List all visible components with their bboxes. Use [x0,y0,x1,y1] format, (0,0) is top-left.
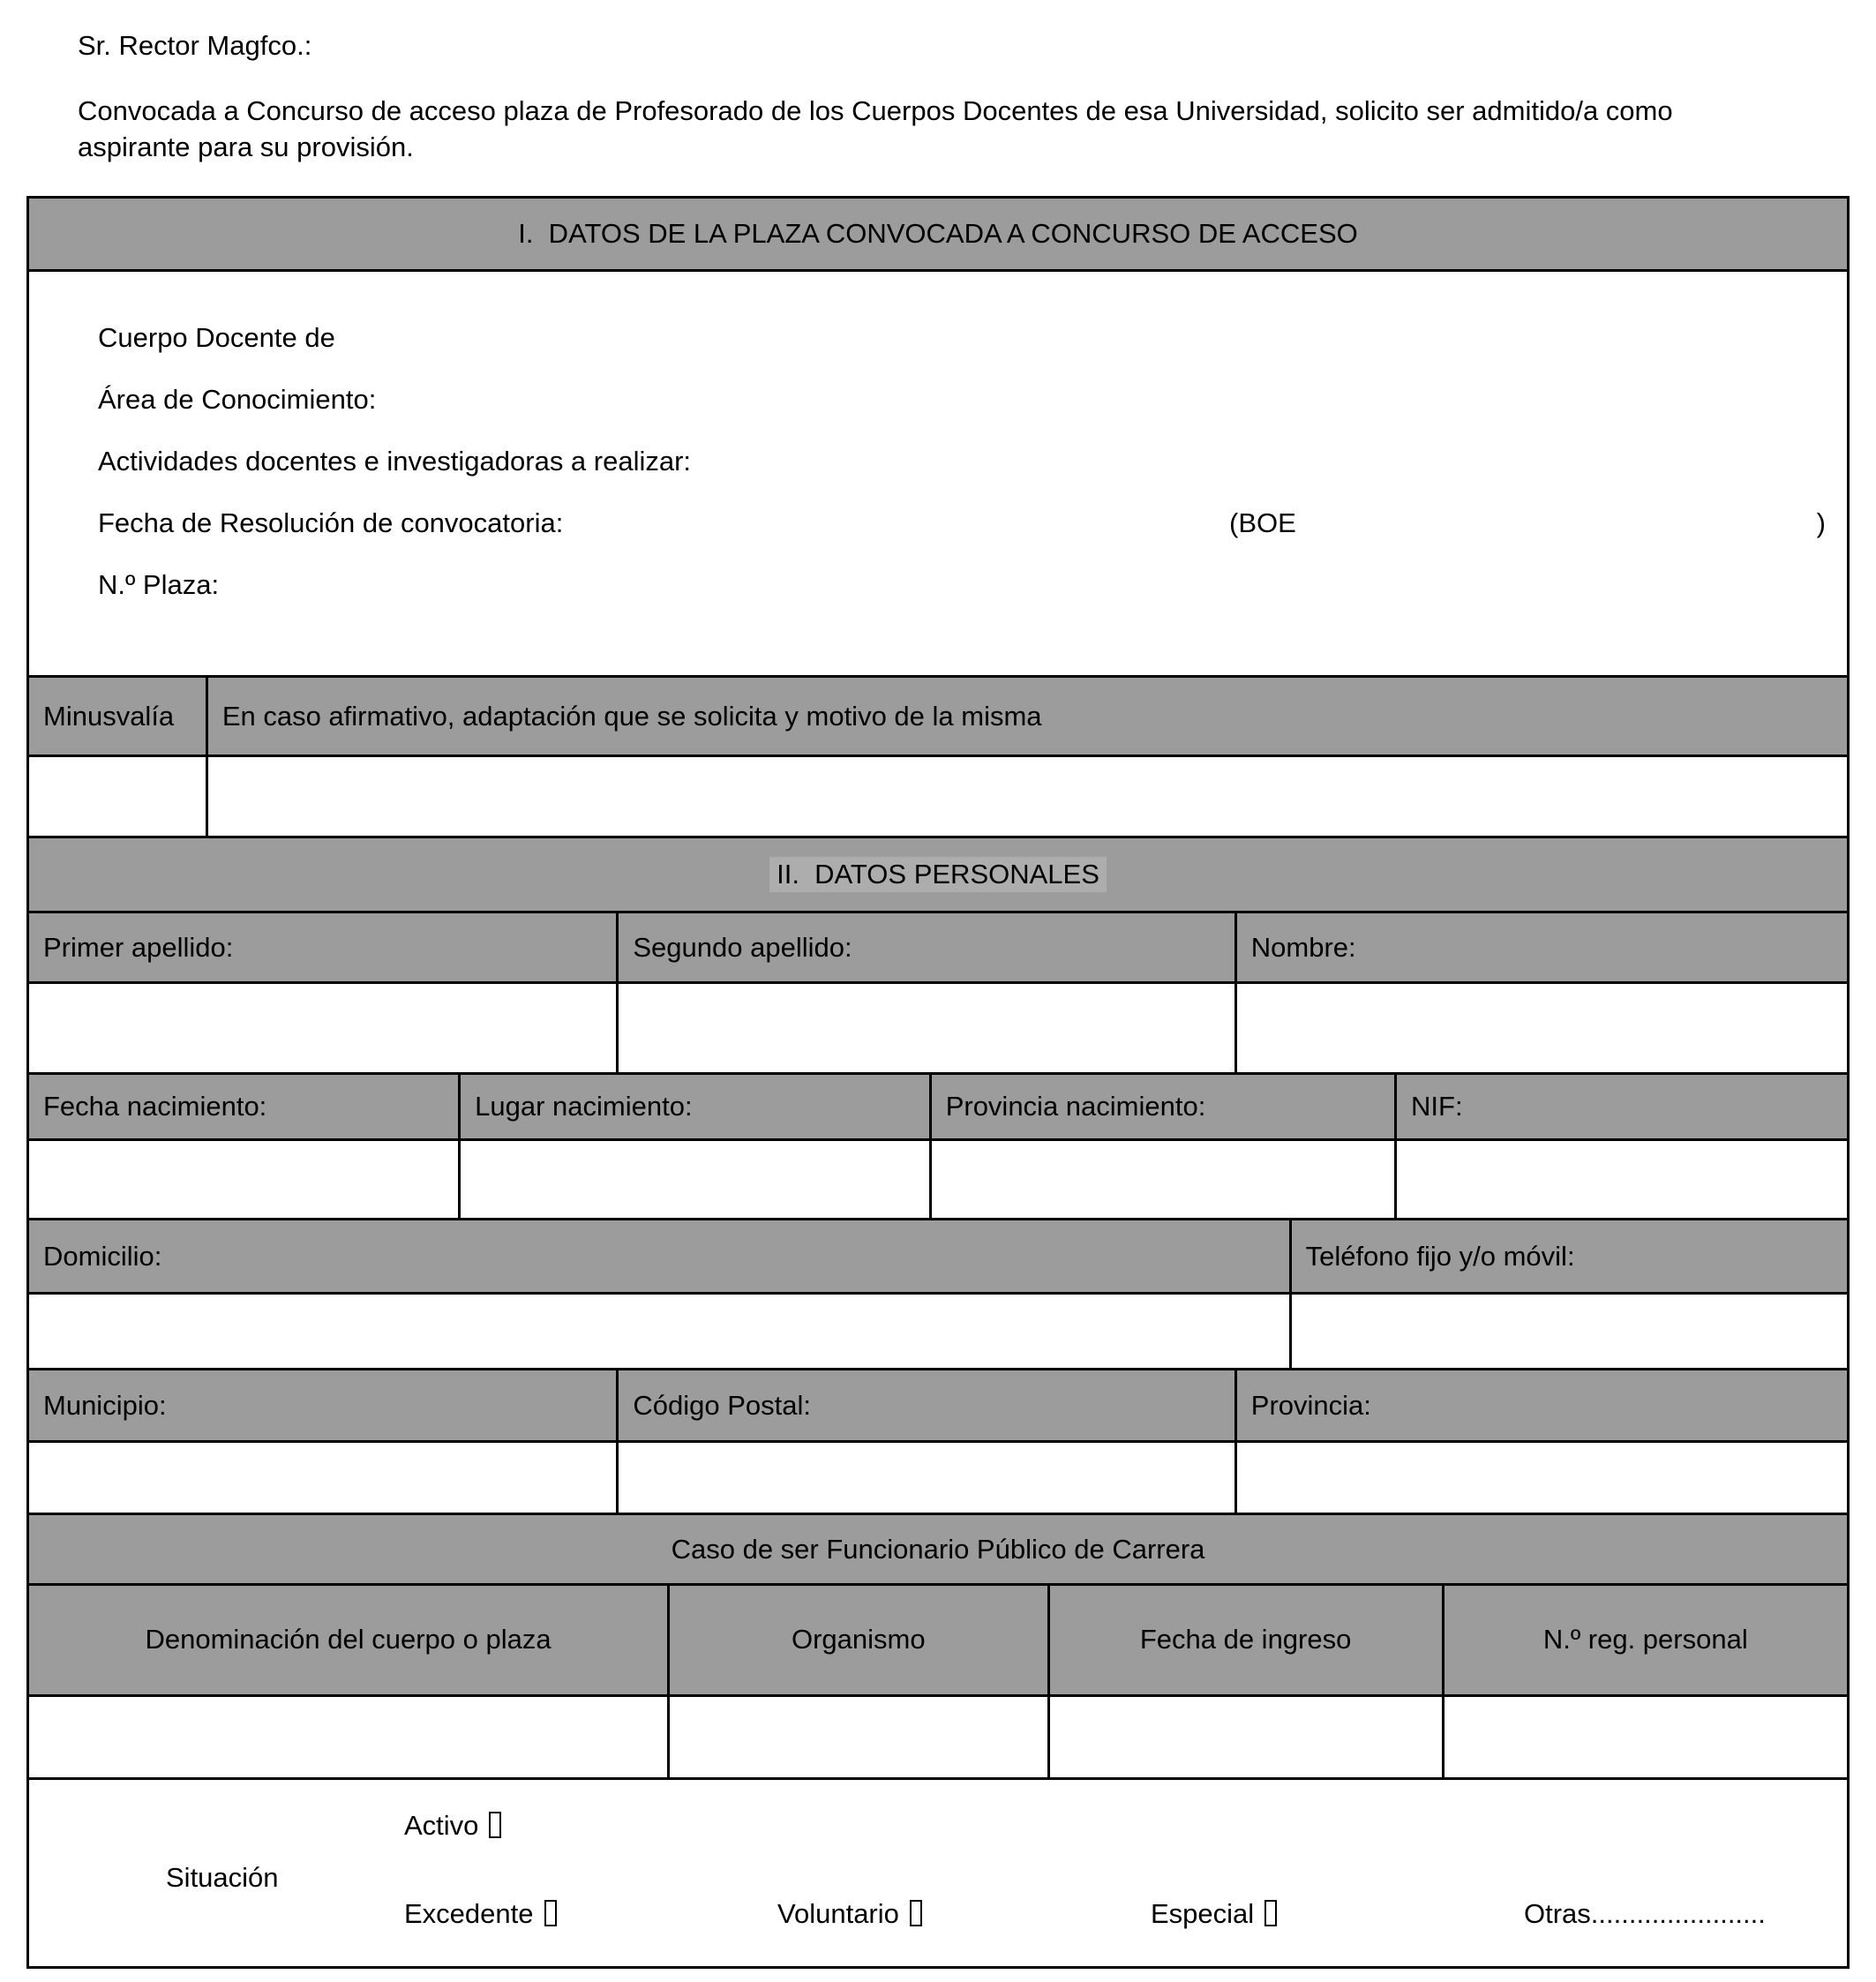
nif-input[interactable] [1394,1141,1847,1218]
denominacion-label: Denominación del cuerpo o plaza [29,1586,667,1694]
checkbox-activo-icon[interactable] [489,1812,501,1838]
segundo-apellido-label: Segundo apellido: [616,913,1234,981]
field-num-plaza[interactable]: N.º Plaza: [98,569,220,600]
municipio-header-row [29,1368,1847,1440]
minusvalia-header-row [29,675,1847,755]
codigo-postal-input[interactable] [616,1443,1234,1513]
domicilio-header-row [29,1218,1847,1292]
apellidos-input-row [29,981,1847,1072]
field-actividades[interactable]: Actividades docentes e investigadoras a realizar: [98,446,692,477]
municipio-label: Municipio: [29,1370,616,1440]
organismo-input[interactable] [667,1697,1047,1777]
option-especial[interactable]: Especial [1151,1898,1524,1930]
nacimiento-input-row [29,1138,1847,1218]
funcionario-header [29,1513,1847,1583]
adaptacion-label: En caso afirmativo, adaptación que se solicita y motivo de la misma [206,678,1847,755]
boe-open-label: (BOE [1229,507,1296,538]
denominacion-input[interactable] [29,1697,667,1777]
application-form [26,196,1850,1969]
municipio-input[interactable] [29,1443,616,1513]
funcionario-input-row [29,1694,1847,1777]
option-voluntario[interactable]: Voluntario [777,1898,1151,1930]
checkbox-voluntario-icon[interactable] [910,1900,922,1926]
nombre-input[interactable] [1234,984,1847,1072]
segundo-apellido-input[interactable] [616,984,1234,1072]
fecha-nacimiento-input[interactable] [29,1141,458,1218]
municipio-input-row [29,1440,1847,1513]
provincia-input[interactable] [1234,1443,1847,1513]
organismo-label: Organismo [667,1586,1047,1694]
option-otras[interactable]: Otras....................... [1524,1898,1766,1929]
domicilio-label: Domicilio: [29,1220,1289,1292]
num-reg-label: N.º reg. personal [1442,1586,1847,1694]
telefono-label: Teléfono fijo y/o móvil: [1289,1220,1847,1292]
boe-close-label: ) [1816,507,1826,538]
funcionario-title: Caso de ser Funcionario Público de Carrera [671,1533,1205,1565]
fecha-ingreso-input[interactable] [1047,1697,1442,1777]
section2-header [29,836,1847,911]
apellidos-header-row [29,911,1847,981]
situacion-row [29,1777,1847,1966]
domicilio-input-row [29,1292,1847,1368]
fecha-ingreso-label: Fecha de ingreso [1047,1586,1442,1694]
checkbox-excedente-icon[interactable] [544,1900,557,1926]
salutation: Sr. Rector Magfco.: [78,30,312,61]
section1-header [29,199,1847,269]
field-cuerpo-docente[interactable]: Cuerpo Docente de [98,322,335,353]
funcionario-columns-row [29,1583,1847,1694]
provincia-nacimiento-label: Provincia nacimiento: [929,1075,1394,1138]
primer-apellido-input[interactable] [29,984,616,1072]
field-fecha-resolucion[interactable] [98,492,1826,554]
minusvalia-label: Minusvalía [29,678,206,755]
nacimiento-header-row [29,1072,1847,1138]
fecha-resolucion-label: Fecha de Resolución de convocatoria: [98,507,564,538]
checkbox-especial-icon[interactable] [1264,1900,1277,1926]
num-reg-input[interactable] [1442,1697,1847,1777]
nif-label: NIF: [1394,1075,1847,1138]
telefono-input[interactable] [1289,1295,1847,1368]
minusvalia-input[interactable] [29,757,206,836]
domicilio-input[interactable] [29,1295,1289,1368]
section2-title: II. DATOS PERSONALES [769,857,1107,892]
codigo-postal-label: Código Postal: [616,1370,1234,1440]
primer-apellido-label: Primer apellido: [29,913,616,981]
section1-content [29,269,1847,675]
fecha-nacimiento-label: Fecha nacimiento: [29,1075,458,1138]
situacion-label: Situación [166,1862,279,1893]
lugar-nacimiento-label: Lugar nacimiento: [458,1075,929,1138]
intro-text: Convocada a Concurso de acceso plaza de Profesorado de los Cuerpos Docentes de esa Universidad, solicito ser admitido/a como aspirante para su provisión. [78,95,1673,162]
adaptacion-input[interactable] [206,757,1847,836]
intro-block [0,0,1730,166]
option-activo[interactable]: Activo [404,1810,777,1842]
minusvalia-input-row [29,755,1847,836]
nombre-label: Nombre: [1234,913,1847,981]
provincia-nacimiento-input[interactable] [929,1141,1394,1218]
field-area-conocimiento[interactable]: Área de Conocimiento: [98,384,377,415]
option-excedente[interactable]: Excedente [404,1898,777,1930]
lugar-nacimiento-input[interactable] [458,1141,929,1218]
section1-title: I. DATOS DE LA PLAZA CONVOCADA A CONCURSO DE ACCESO [518,218,1358,249]
provincia-label: Provincia: [1234,1370,1847,1440]
